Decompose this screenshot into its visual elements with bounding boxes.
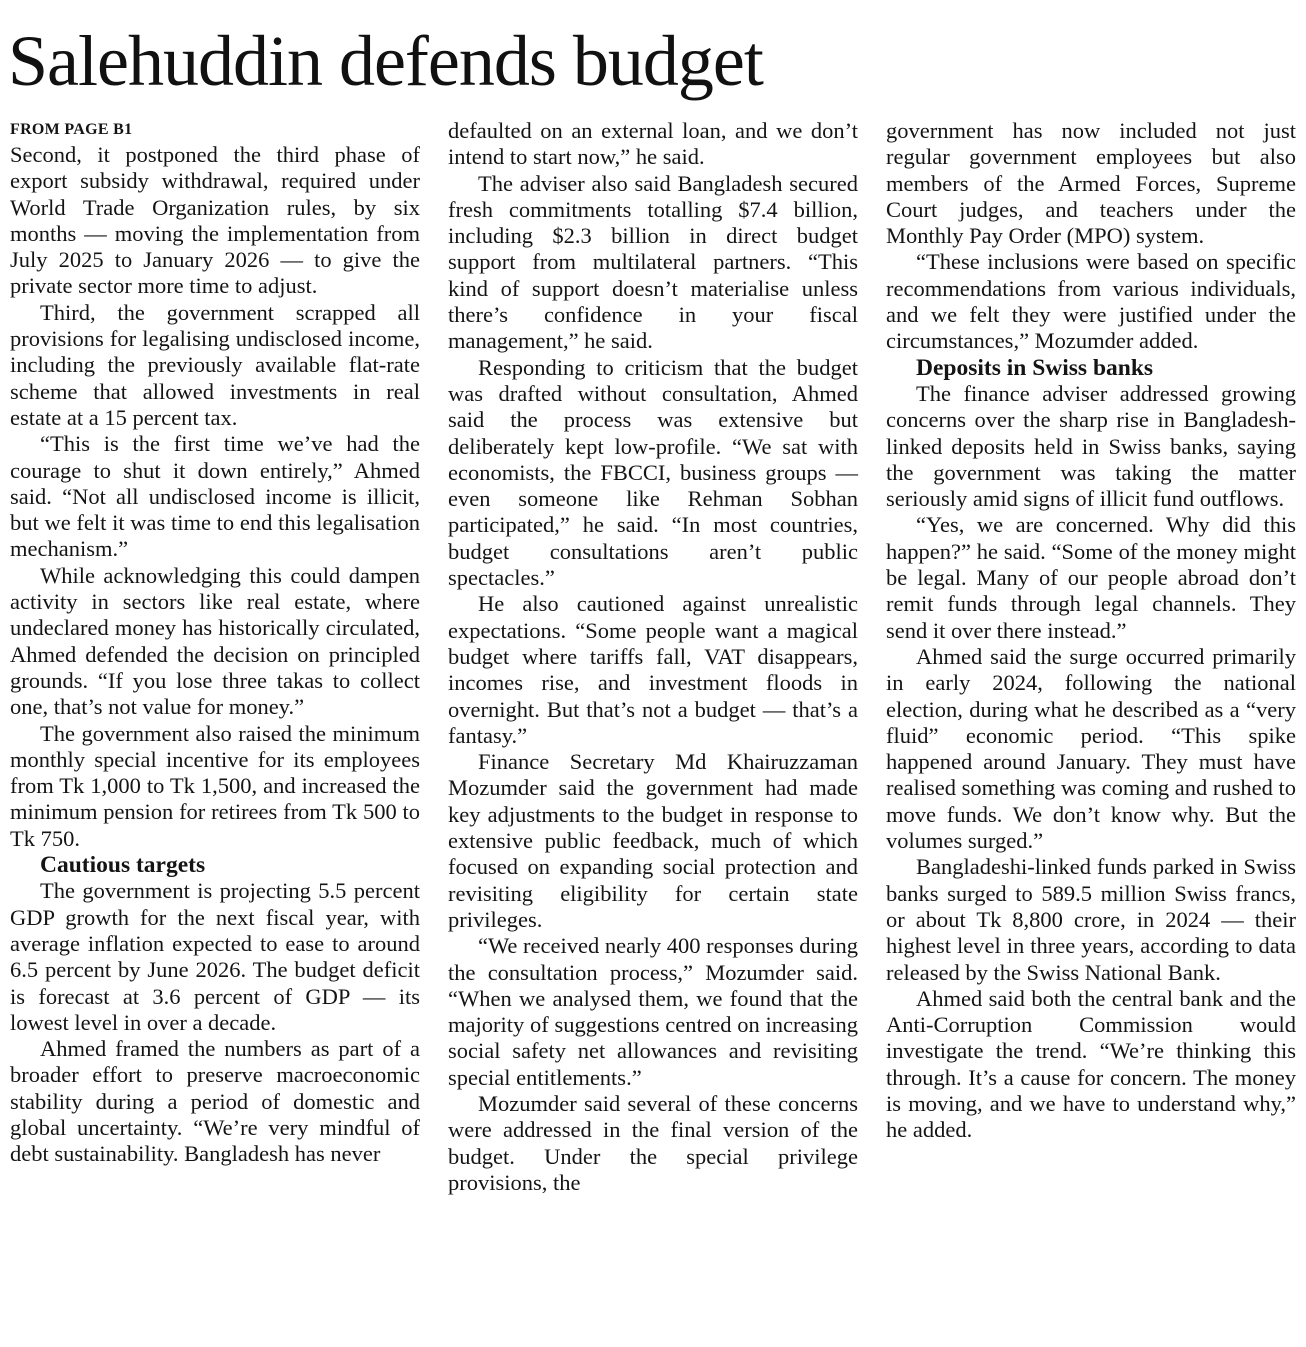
paragraph: government has now included not just regular government employees but also members of the Armed Forces, Supreme Court judges, and teachers under the Monthly Pay Order (MPO) system. — [886, 118, 1296, 249]
article-column-2 — [448, 118, 858, 1196]
paragraph: defaulted on an external loan, and we don’t intend to start now,” he said. — [448, 118, 858, 170]
kicker-from-page: FROM PAGE B1 — [10, 121, 133, 138]
paragraph: The adviser also said Bangladesh secured fresh commitments totalling $7.4 billion, including $2.3 billion in direct budget support from multilateral partners. “This kind of support doesn’t materialise unless there’s confidence in your fiscal management,” he said. — [448, 170, 858, 354]
paragraph: “We received nearly 400 responses during the consultation process,” Mozumder said. “When we analysed them, we found that the majority of suggestions centred on increasing social safety net allowances and revisiting special entitlements.” — [448, 933, 858, 1090]
article-column-1 — [10, 118, 420, 1168]
paragraph: The government also raised the minimum monthly special incentive for its employees from Tk 1,000 to Tk 1,500, and increased the minimum pension for retirees from Tk 500 to Tk 750. — [10, 720, 420, 851]
paragraph: Bangladeshi-linked funds parked in Swiss banks surged to 589.5 million Swiss francs, or about Tk 8,800 crore, in 2024 — their highest level in three years, according to data released by the Swiss National Bank. — [886, 854, 1296, 985]
paragraph: The government is projecting 5.5 percent GDP growth for the next fiscal year, with average inflation expected to ease to around 6.5 percent by June 2026. The budget deficit is forecast at 3.6 percent of GDP — its lowest level in over a decade. — [10, 878, 420, 1035]
paragraph: The finance adviser addressed growing concerns over the sharp rise in Bangladesh-linked deposits held in Swiss banks, saying the government was taking the matter seriously amid signs of illicit fund outflows. — [886, 380, 1296, 512]
subhead-deposits-swiss-banks: Deposits in Swiss banks — [916, 354, 1154, 381]
paragraph: “Yes, we are concerned. Why did this happen?” he said. “Some of the money might be legal. Many of our people abroad don’t remit funds through legal channels. They send it over there instead.” — [886, 512, 1296, 643]
paragraph: Second, it postponed the third phase of export subsidy withdrawal, required under World Trade Organization rules, by six months — moving the implementation from July 2025 to January 2026 — to give the private sector more time to adjust. — [10, 142, 420, 299]
paragraph: Mozumder said several of these concerns were addressed in the final version of the budget. Under the special privilege provisions, the — [448, 1090, 858, 1195]
paragraph: He also cautioned against unrealistic expectations. “Some people want a magical budget where tariffs fall, VAT disappears, incomes rise, and investment floods in overnight. But that’s not a budget — that’s a fantasy.” — [448, 591, 858, 748]
paragraph: Ahmed framed the numbers as part of a broader effort to preserve macroeconomic stability during a period of domestic and global uncertainty. “We’re very mindful of debt sustainability. Bangladesh has never — [10, 1036, 420, 1167]
paragraph: “This is the first time we’ve had the courage to shut it down entirely,” Ahmed said. “Not all undisclosed income is illicit, but we felt it was time to end this legalisation mechanism.” — [10, 431, 420, 562]
paragraph: Ahmed said both the central bank and the Anti-Corruption Commission would investigate the trend. “We’re thinking this through. It’s a cause for concern. The money is moving, and we have to understand why,” he added. — [886, 985, 1296, 1143]
subhead-cautious-targets: Cautious targets — [40, 852, 206, 879]
paragraph: Responding to criticism that the budget was drafted without consultation, Ahmed said the process was extensive but deliberately kept low-profile. “We sat with economists, the FBCCI, business groups — even someone like Rehman Sobhan participated,” he said. “In most countries, budget consultations aren’t public spectacles.” — [448, 354, 858, 591]
paragraph: “These inclusions were based on specific recommendations from various individuals, and we felt they were justified under the circumstances,” Mozumder added. — [886, 249, 1296, 354]
paragraph: Finance Secretary Md Khairuzzaman Mozumder said the government had made key adjustments to the budget in response to extensive public feedback, much of which focused on expanding social protection and revisiting eligibility for certain state privileges. — [448, 749, 858, 932]
paragraph: Third, the government scrapped all provisions for legalising undisclosed income, including the previously available flat-rate scheme that allowed investments in real estate at a 15 percent tax. — [10, 299, 420, 430]
article-column-3 — [886, 118, 1296, 1144]
paragraph: While acknowledging this could dampen activity in sectors like real estate, where undeclared money has historically circulated, Ahmed defended the decision on principled grounds. “If you lose three takas to collect one, that’s not value for money.” — [10, 562, 420, 720]
headline: Salehuddin defends budget — [8, 21, 763, 101]
paragraph: Ahmed said the surge occurred primarily in early 2024, following the national election, during what he described as a “very fluid” economic period. “This spike happened around January. They must have realised something was coming and rushed to move funds. We don’t know why. But the volumes surged.” — [886, 643, 1296, 854]
